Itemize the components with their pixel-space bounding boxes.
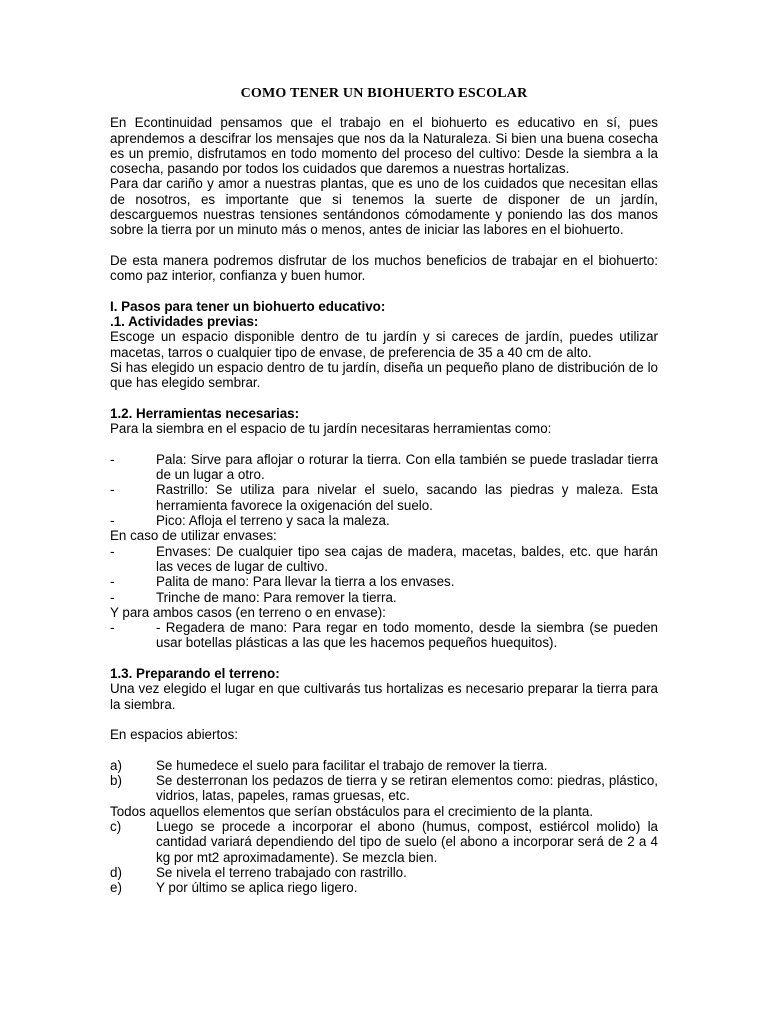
list-marker: - bbox=[110, 513, 115, 529]
section-1-heading: I. Pasos para tener un biohuerto educativo: bbox=[110, 298, 386, 314]
list-item bbox=[110, 590, 658, 605]
list-marker: e) bbox=[110, 880, 122, 896]
list-marker: - bbox=[110, 451, 115, 467]
list-text: Pala: Sirve para aflojar o roturar la tierra. Con ella también se puede trasladar tierra de un lugar a otro. bbox=[156, 451, 658, 483]
subsection-1-3-heading: 1.3. Preparando el terreno: bbox=[110, 665, 280, 681]
intro-paragraph-2: Para dar cariño y amor a nuestras plantas, que es uno de los cuidados que necesitan ellas de nosotros, es importante que si tenemos la suerte de disponer de un jardín, descarguemos nuestras tensiones sentándonos cómodamente y poniendo las dos manos sobre la tierra por un minuto más o menos, antes de iniciar las labores en el biohuerto. bbox=[110, 176, 658, 238]
list-marker: - bbox=[110, 543, 115, 559]
list-text: Envases: De cualquier tipo sea cajas de madera, macetas, baldes, etc. que harán las veces de lugar de cultivo. bbox=[156, 543, 658, 574]
list-text: Palita de mano: Para llevar la tierra a los envases. bbox=[156, 574, 455, 590]
list-marker: - bbox=[110, 589, 115, 605]
intro-paragraph-3: De esta manera podremos disfrutar de los muchos beneficios de trabajar en el biohuerto: como paz interior, confianza y buen humor. bbox=[110, 252, 658, 284]
list-text: Luego se procede a incorporar el abono (humus, compost, estiércol molido) la cantidad variará dependiendo del tipo de suelo (el abono a incorporar será de 2 a 4 kg por mt2 aproximadamente). Se mezcla bien. bbox=[156, 818, 658, 865]
list-marker: - bbox=[110, 620, 115, 636]
containers-intro: En caso de utilizar envases: bbox=[110, 528, 277, 544]
list-item bbox=[110, 574, 658, 589]
intro-paragraph-1: En Econtinuidad pensamos que el trabajo en el biohuerto es educativo en sí, pues aprendemos a descifrar los mensajes que nos da la Naturaleza. Si bien una buena cosecha es un premio, disfrutamos en todo momento del proceso del cultivo: Desde la siembra a la cosecha, pasando por todos los cuidados que daremos a nuestras hortalizas. bbox=[110, 115, 658, 177]
list-item bbox=[110, 482, 658, 513]
subsection-1-1-paragraph-2: Si has elegido un espacio dentro de tu jardín, diseña un pequeño plano de distribución de lo que has elegido sembrar. bbox=[110, 360, 658, 391]
list-text: Se humedece el suelo para facilitar el trabajo de remover la tierra. bbox=[156, 757, 548, 773]
list-marker: a) bbox=[110, 757, 122, 773]
obstacles-note: Todos aquellos elementos que serían obstáculos para el crecimiento de la planta. bbox=[110, 803, 594, 819]
subsection-1-2-heading: 1.2. Herramientas necesarias: bbox=[110, 405, 300, 421]
tools-intro: Para la siembra en el espacio de tu jardín necesitaras herramientas como: bbox=[110, 421, 552, 437]
terrain-intro: Una vez elegido el lugar en que cultivarás tus hortalizas es necesario preparar la tierra para la siembra. bbox=[110, 681, 658, 712]
list-item bbox=[110, 452, 658, 483]
list-text: Se desterronan los pedazos de tierra y se retiran elementos como: piedras, plástico, vidrios, latas, papeles, ramas gruesas, etc. bbox=[156, 773, 658, 804]
both-cases-intro: Y para ambos casos (en terreno o en envase): bbox=[110, 604, 386, 620]
list-item bbox=[110, 544, 658, 575]
list-item bbox=[110, 880, 658, 895]
document-page bbox=[110, 86, 658, 895]
list-marker: - bbox=[110, 574, 115, 590]
list-item bbox=[110, 819, 658, 865]
list-marker: d) bbox=[110, 864, 122, 880]
subsection-1-1-paragraph-1: Escoge un espacio disponible dentro de tu jardín y si careces de jardín, puedes utilizar macetas, tarros o cualquier tipo de envase, de preferencia de 35 a 40 cm de alto. bbox=[110, 329, 658, 360]
list-text: Trinche de mano: Para remover la tierra. bbox=[156, 589, 397, 605]
list-marker: - bbox=[110, 482, 115, 498]
list-marker: c) bbox=[110, 818, 122, 834]
list-item bbox=[110, 513, 658, 528]
list-item bbox=[110, 865, 658, 880]
document-title: COMO TENER UN BIOHUERTO ESCOLAR bbox=[240, 86, 528, 101]
open-spaces-label: En espacios abiertos: bbox=[110, 727, 239, 743]
list-item bbox=[110, 773, 658, 804]
list-text: Se nivela el terreno trabajado con rastrillo. bbox=[156, 864, 407, 880]
list-item bbox=[110, 620, 658, 651]
list-text: Pico: Afloja el terreno y saca la maleza. bbox=[156, 513, 390, 529]
list-text: - Regadera de mano: Para regar en todo momento, desde la siembra (se pueden usar botellas plásticas a las que les hacemos pequeños huequitos). bbox=[156, 620, 658, 651]
list-item bbox=[110, 758, 658, 773]
list-text: Y por último se aplica riego ligero. bbox=[156, 880, 358, 896]
list-text: Rastrillo: Se utiliza para nivelar el suelo, sacando las piedras y maleza. Esta herramienta favorece la oxigenación del suelo. bbox=[156, 482, 658, 513]
list-marker: b) bbox=[110, 773, 122, 789]
subsection-1-1-heading: .1. Actividades previas: bbox=[110, 314, 259, 330]
